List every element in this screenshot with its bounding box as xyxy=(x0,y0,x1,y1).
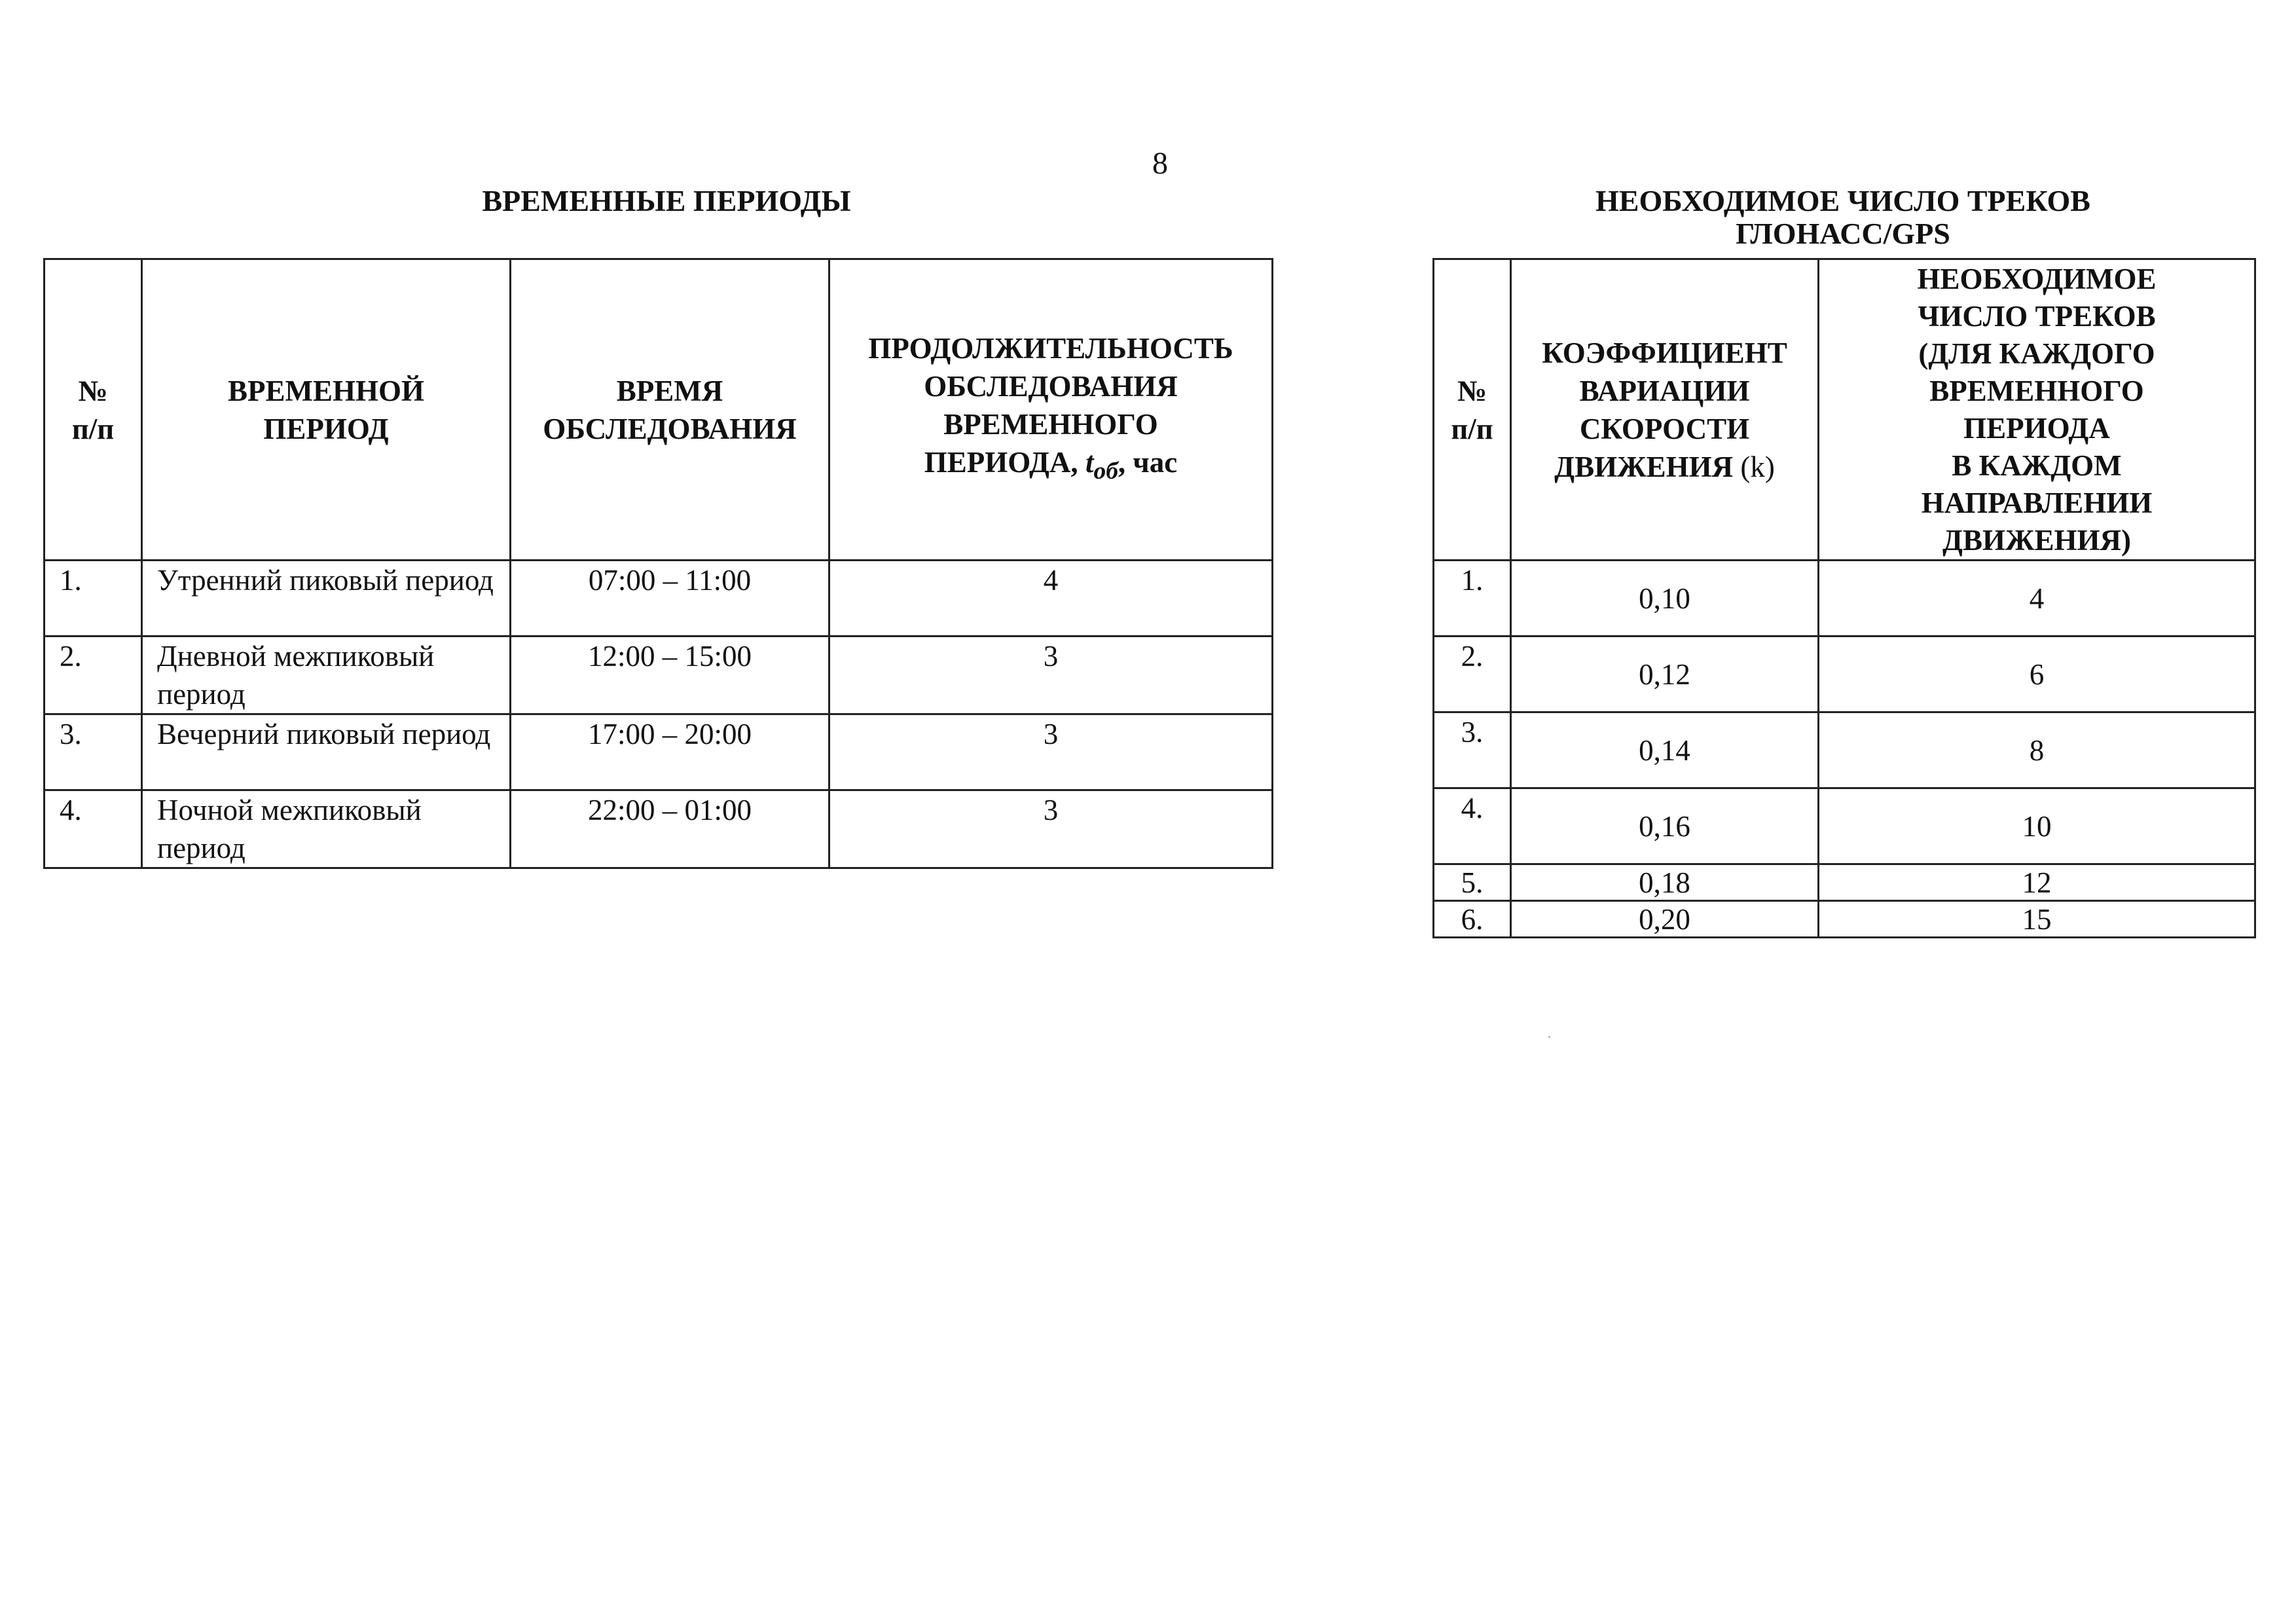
row-tracks: 4 xyxy=(1819,561,2255,637)
row-coefficient: 0,16 xyxy=(1511,788,1819,864)
header-duration xyxy=(829,259,1273,561)
header-tracks-line: (ДЛЯ КАЖДОГО xyxy=(1918,337,2155,370)
coef-symbol: (k) xyxy=(1740,450,1775,483)
header-time xyxy=(511,259,829,561)
coef-last-word: ДВИЖЕНИЯ xyxy=(1554,450,1734,483)
tracks-caption-line-2: ГЛОНАСС/GPS xyxy=(1736,217,1950,250)
table-row xyxy=(45,561,1273,637)
row-time: 22:00 – 01:00 xyxy=(511,790,829,868)
header-tracks-line: ЧИСЛО ТРЕКОВ xyxy=(1918,299,2156,333)
row-num: 4. xyxy=(1434,788,1511,864)
periods-table xyxy=(43,258,1273,869)
table-row xyxy=(1434,901,2255,938)
header-num xyxy=(45,259,142,561)
header-duration-line: ПРОДОЛЖИТЕЛЬНОСТЬ xyxy=(868,331,1233,365)
header-coef-line xyxy=(1512,448,1817,486)
table-row xyxy=(45,714,1273,790)
row-tracks: 12 xyxy=(1819,864,2255,901)
row-coefficient: 0,18 xyxy=(1511,864,1819,901)
row-time: 07:00 – 11:00 xyxy=(511,561,829,637)
row-num: 4. xyxy=(45,790,142,868)
header-duration-line: ОБСЛЕДОВАНИЯ xyxy=(924,369,1178,403)
periods-table-caption: ВРЕМЕННЫЕ ПЕРИОДЫ xyxy=(482,184,851,217)
periods-header-row xyxy=(45,259,1273,561)
header-coef-line: СКОРОСТИ xyxy=(1579,412,1750,445)
row-num: 1. xyxy=(1434,561,1511,637)
row-tracks: 6 xyxy=(1819,637,2255,712)
row-time: 12:00 – 15:00 xyxy=(511,637,829,714)
row-num: 2. xyxy=(45,637,142,714)
scan-speck xyxy=(1548,1036,1550,1038)
table-row xyxy=(1434,637,2255,712)
row-period: Вечерний пиковый период xyxy=(142,714,511,790)
header-period-line: ПЕРИОД xyxy=(263,412,389,445)
row-num: 6. xyxy=(1434,901,1511,938)
header-coefficient xyxy=(1511,259,1819,561)
duration-symbol: t xyxy=(1085,445,1094,479)
row-duration: 3 xyxy=(829,714,1273,790)
table-row xyxy=(45,637,1273,714)
header-tracks-line: НАПРАВЛЕНИИ xyxy=(1921,486,2153,519)
duration-subscript: об xyxy=(1093,457,1118,485)
row-num: 2. xyxy=(1434,637,1511,712)
row-tracks: 15 xyxy=(1819,901,2255,938)
header-tracks-line: НЕОБХОДИМОЕ xyxy=(1917,262,2157,295)
tracks-table xyxy=(1432,258,2256,938)
tracks-table-caption xyxy=(1432,185,2253,250)
row-num: 3. xyxy=(45,714,142,790)
row-time: 17:00 – 20:00 xyxy=(511,714,829,790)
row-coefficient: 0,14 xyxy=(1511,712,1819,788)
row-num: 3. xyxy=(1434,712,1511,788)
row-coefficient: 0,12 xyxy=(1511,637,1819,712)
header-duration-line xyxy=(830,443,1271,490)
tracks-caption-line-1: НЕОБХОДИМОЕ ЧИСЛО ТРЕКОВ xyxy=(1595,184,2090,217)
row-coefficient: 0,10 xyxy=(1511,561,1819,637)
table-row xyxy=(1434,712,2255,788)
header-coef-line: КОЭФФИЦИЕНТ xyxy=(1542,336,1787,369)
header-time-line: ОБСЛЕДОВАНИЯ xyxy=(543,412,797,445)
header-num-line: п/п xyxy=(1451,412,1493,445)
tracks-header-row xyxy=(1434,259,2255,561)
row-num: 5. xyxy=(1434,864,1511,901)
page-number: 8 xyxy=(1152,146,1168,181)
header-num-line: п/п xyxy=(71,412,115,445)
duration-suffix: , час xyxy=(1118,445,1178,479)
row-duration: 3 xyxy=(829,637,1273,714)
table-row xyxy=(45,790,1273,868)
row-duration: 3 xyxy=(829,790,1273,868)
row-tracks: 10 xyxy=(1819,788,2255,864)
header-time-line: ВРЕМЯ xyxy=(616,374,723,407)
row-period: Ночной межпиковый период xyxy=(142,790,511,868)
row-duration: 4 xyxy=(829,561,1273,637)
header-tracks-line: В КАЖДОМ xyxy=(1952,449,2122,482)
row-tracks: 8 xyxy=(1819,712,2255,788)
header-period-line: ВРЕМЕННОЙ xyxy=(227,374,424,407)
header-num-line: № xyxy=(78,374,108,407)
table-row xyxy=(1434,561,2255,637)
row-num: 1. xyxy=(45,561,142,637)
header-coef-line: ВАРИАЦИИ xyxy=(1579,374,1750,407)
header-tracks-line: ПЕРИОДА xyxy=(1963,411,2110,445)
header-tracks-line: ДВИЖЕНИЯ) xyxy=(1942,523,2131,557)
duration-prefix: ПЕРИОДА, xyxy=(924,445,1085,479)
header-num-line: № xyxy=(1457,374,1487,407)
table-row xyxy=(1434,788,2255,864)
row-coefficient: 0,20 xyxy=(1511,901,1819,938)
header-tracks xyxy=(1819,259,2255,561)
header-duration-line: ВРЕМЕННОГО xyxy=(943,407,1158,441)
row-period: Утренний пиковый период xyxy=(142,561,511,637)
table-row xyxy=(1434,864,2255,901)
header-tracks-line: ВРЕМЕННОГО xyxy=(1929,374,2144,407)
row-period: Дневной межпиковый период xyxy=(142,637,511,714)
header-num xyxy=(1434,259,1511,561)
header-period xyxy=(142,259,511,561)
